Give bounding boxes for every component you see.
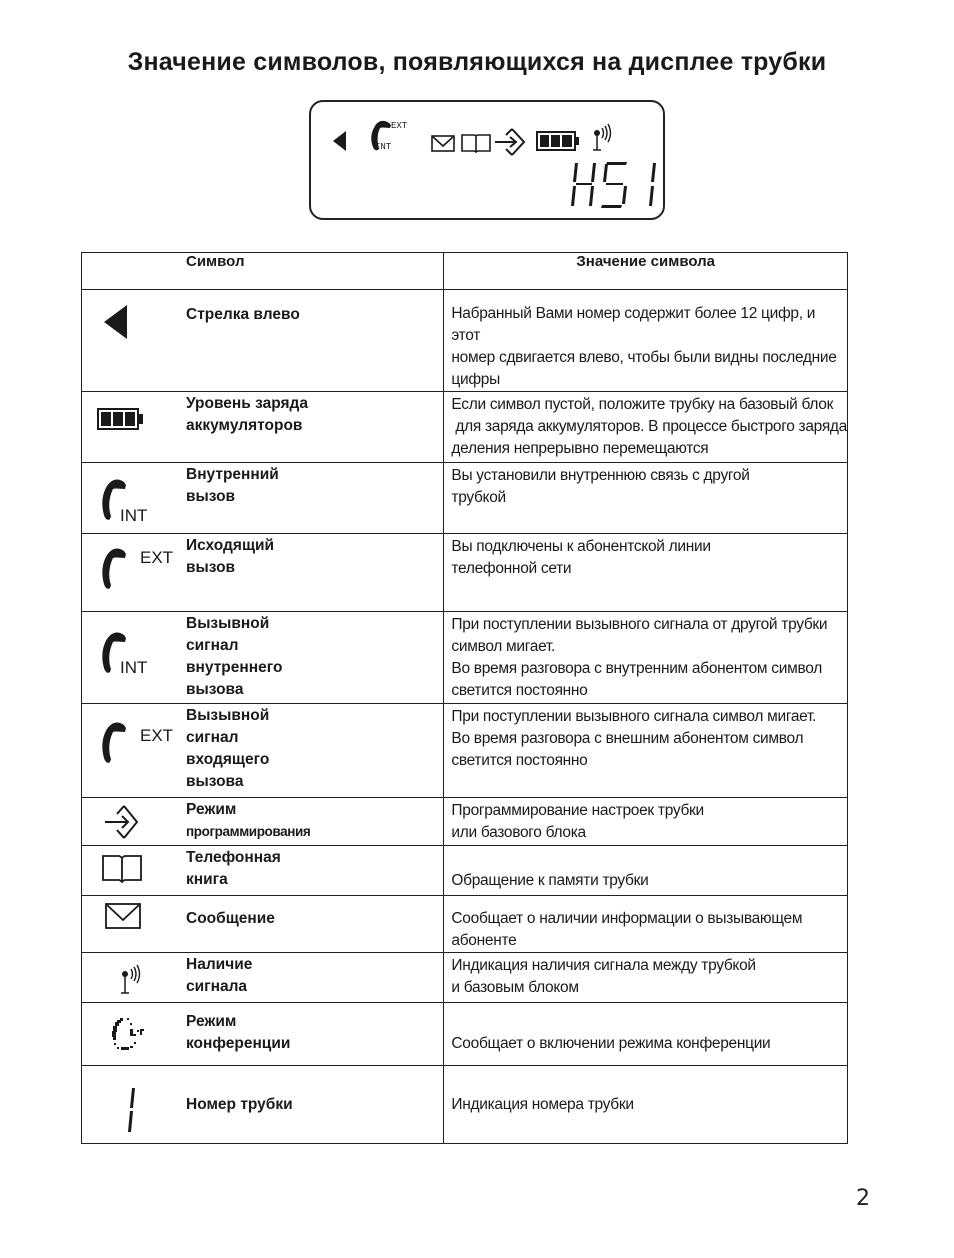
- book-icon: [461, 133, 491, 153]
- symbols-table: [81, 252, 848, 1144]
- symbol-meaning: Если символ пустой, положите трубку на базовый блок для заряда аккумуляторов. В процессе быстрого заряда деления непрерывно перемещаются: [444, 392, 848, 463]
- handset-number-icon: [126, 1088, 136, 1132]
- antenna-signal-icon: [591, 123, 617, 153]
- ext-label: EXT: [140, 726, 174, 745]
- table-row: [82, 798, 848, 846]
- table-row: [82, 612, 848, 704]
- ext-label: EXT: [140, 548, 174, 567]
- symbol-meaning: Сообщает о наличии информации о вызывающем абоненте: [444, 896, 848, 953]
- header-meaning: Значение символа: [444, 253, 848, 290]
- int-label: INT: [120, 658, 148, 677]
- symbol-name: Номер трубки: [186, 1096, 293, 1113]
- phone-ext-icon: [100, 720, 126, 766]
- table-row: [82, 1003, 848, 1066]
- lcd-int-label: INT: [375, 142, 392, 152]
- symbol-name: Режим конференции: [186, 1013, 291, 1052]
- book-icon: [102, 853, 142, 883]
- header-symbol: Символ: [82, 253, 444, 290]
- symbol-meaning: Вы подключены к абонентской линии телефонной сети: [444, 534, 848, 612]
- symbol-meaning: Обращение к памяти трубки: [444, 846, 848, 896]
- symbol-meaning: При поступлении вызывного сигнала от другой трубки символ мигает. Во время разговора с внутренним абонентом символ светится постоянно: [444, 612, 848, 704]
- phone-ext-icon: [100, 546, 126, 592]
- table-row: [82, 392, 848, 463]
- symbol-name: Вызывной сигнал внутреннего вызова: [186, 615, 283, 698]
- symbol-name: Наличие сигнала: [186, 956, 253, 995]
- symbol-meaning: Индикация наличия сигнала между трубкой и базовым блоком: [444, 953, 848, 1003]
- lcd-ext-label: EXT: [391, 121, 408, 131]
- symbol-meaning: При поступлении вызывного сигнала символ мигает. Во время разговора с внешним абонентом символ светится постоянно: [444, 704, 848, 798]
- conference-icon: [110, 1016, 154, 1054]
- table-row: [82, 896, 848, 953]
- symbol-meaning: Набранный Вами номер содержит более 12 цифр, и этот номер сдвигается влево, чтобы были видны последние цифры: [444, 290, 848, 392]
- int-label: INT: [120, 506, 148, 525]
- table-row: [82, 846, 848, 896]
- table-row: [82, 1066, 848, 1144]
- lcd-display-illustration: [309, 100, 665, 220]
- arrow-left-icon: [333, 131, 347, 151]
- symbol-name: Вызывной сигнал входящего вызова: [186, 707, 270, 790]
- page-title: Значение символов, появляющихся на дисплее трубки: [127, 48, 827, 76]
- symbol-name: Сообщение: [186, 910, 275, 927]
- lcd-handset-number-display: [569, 160, 659, 210]
- antenna-signal-icon: [120, 963, 150, 995]
- symbol-meaning: Вы установили внутреннюю связь с другой трубкой: [444, 463, 848, 534]
- table-row: [82, 704, 848, 798]
- table-row: [82, 463, 848, 534]
- program-mode-icon: [104, 804, 140, 840]
- symbol-meaning: Индикация номера трубки: [444, 1066, 848, 1144]
- envelope-icon: [431, 135, 455, 152]
- symbol-name: Режим программирования: [186, 801, 311, 839]
- table-row: [82, 534, 848, 612]
- page-number: 2: [856, 1186, 870, 1211]
- symbol-name: Телефонная книга: [186, 849, 281, 888]
- table-row: [82, 290, 848, 392]
- battery-icon: [97, 408, 145, 430]
- table-header-row: [82, 253, 848, 290]
- symbol-meaning: Программирование настроек трубки или базового блока: [444, 798, 848, 846]
- symbol-name: Уровень заряда аккумуляторов: [186, 395, 309, 434]
- program-mode-icon: [494, 127, 528, 157]
- arrow-left-icon: [104, 305, 128, 339]
- envelope-icon: [105, 903, 141, 929]
- symbol-name: Внутренний вызов: [186, 466, 279, 505]
- symbol-name: Стрелка влево: [186, 306, 300, 323]
- symbol-name: Исходящий вызов: [186, 537, 275, 576]
- symbol-meaning: Сообщает о включении режима конференции: [444, 1003, 848, 1066]
- table-row: [82, 953, 848, 1003]
- battery-icon: [536, 131, 580, 151]
